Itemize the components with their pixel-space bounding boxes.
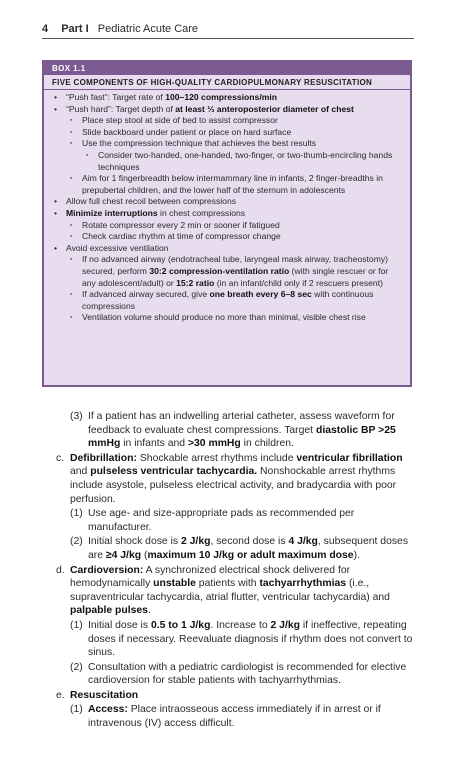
list-marker: e. [56, 689, 65, 701]
body-paragraph [50, 619, 414, 660]
box-bullet-item: ▪ Aim for 1 fingerbreadth below intermammary line in infants, 2 finger-breadths in prepubertal children, and the lower half of the sternum in adolescents [44, 173, 404, 196]
paragraph-text: Access: Place intraosseous access immediately if in arrest or if intravenous (IV) access difficult. [88, 704, 381, 730]
body-paragraph [50, 410, 414, 451]
paragraph-text: Resuscitation [70, 689, 139, 701]
box-title: FIVE COMPONENTS OF HIGH-QUALITY CARDIOPULMONARY RESUSCITATION [44, 75, 410, 90]
box-bullet-item: ▪ Ventilation volume should produce no more than minimal, visible chest rise [44, 312, 404, 324]
list-marker: (1) [70, 619, 83, 631]
box-bullet-item: • Minimize interruptions in chest compressions [44, 208, 404, 220]
box-label: BOX 1.1 [44, 62, 410, 75]
box-bullet-item: ▪ Use the compression technique that achieves the best results [44, 138, 404, 150]
section-title: Pediatric Acute Care [97, 23, 199, 35]
body-paragraph [50, 661, 414, 688]
paragraph-text: Use age- and size-appropriate pads as recommended per manufacturer. [88, 508, 355, 533]
list-marker: (1) [70, 508, 83, 520]
box-bullet-item: • Avoid excessive ventilation [44, 243, 404, 255]
info-box [42, 60, 412, 387]
paragraph-text: Initial shock dose is 2 J/kg, second dose is 4 J/kg, subsequent doses are ≥4 J/kg (maximum 10 J/kg or adult maximum dose). [88, 536, 409, 561]
part-label: Part I [61, 23, 89, 35]
list-marker: c. [56, 452, 65, 464]
paragraph-text: Cardioversion: A synchronized electrical shock delivered for hemodynamically unstable patients with tachyarrhythmias (i.e., supraventricular tachycardia, atrial flutter, ventricular tachycardia) and palpable pulses. [70, 564, 390, 617]
paragraph-text: If a patient has an indwelling arterial catheter, assess waveform for feedback to evaluate chest compressions. Target diastolic BP >25 mmHg in infants and >30 mmHg in children. [88, 411, 396, 450]
box-bullet-item: ▪ Slide backboard under patient or place on hard surface [44, 127, 404, 139]
box-bullet-item: • “Push fast”: Target rate of 100–120 compressions/min [44, 92, 404, 104]
box-bullet-item: ▪ If advanced airway secured, give one breath every 6–8 sec with continuous compressions [44, 289, 404, 312]
list-marker: (1) [70, 704, 83, 716]
body-paragraph [50, 535, 414, 562]
paragraph-text: Defibrillation: Shockable arrest rhythms include ventricular fibrillation and pulseless ventricular tachycardia. Nonshockable arrest rhythms include asystole, pulseless electrical activity, and bradycardia with poor perfusion. [70, 452, 403, 505]
list-marker: (2) [70, 536, 83, 548]
body-text [50, 410, 414, 732]
body-paragraph [50, 452, 414, 506]
body-paragraph [50, 564, 414, 618]
page-header [42, 22, 414, 39]
list-marker: d. [56, 564, 65, 576]
list-marker: (3) [70, 411, 83, 422]
box-bullet-item: ▪ Rotate compressor every 2 min or sooner if fatigued [44, 220, 404, 232]
paragraph-text: Initial dose is 0.5 to 1 J/kg. Increase to 2 J/kg if ineffective, repeating doses if necessary. Reevaluate diagnosis if rhythm does not convert to sinus. [88, 619, 413, 659]
box-bullet-item: ▪ Consider two-handed, one-handed, two-finger, or two-thumb-encircling hands techniques [44, 150, 404, 173]
box-bullet-item: • “Push hard”: Target depth of at least ⅓ anteroposterior diameter of chest [44, 104, 404, 116]
paragraph-text: Consultation with a pediatric cardiologist is recommended for elective cardioversion for stable patients with tachyarrhythmias. [88, 661, 407, 687]
box-bullet-item: ▪ Check cardiac rhythm at time of compressor change [44, 231, 404, 243]
page-number: 4 [42, 23, 49, 35]
list-marker: (2) [70, 661, 83, 673]
box-list [44, 90, 410, 324]
box-bullet-item: ▪ Place step stool at side of bed to assist compressor [44, 115, 404, 127]
body-paragraph [50, 507, 414, 534]
box-bullet-item: ▪ If no advanced airway (endotracheal tube, laryngeal mask airway, tracheostomy) secured, perform 30:2 compression-ventilation ratio (with single rescuer or for any adolescent/adult) or 15:2 ratio (in an infant/child only if 2 rescuers present) [44, 254, 404, 289]
box-bullet-item: • Allow full chest recoil between compressions [44, 196, 404, 208]
body-paragraph [50, 689, 414, 703]
body-paragraph [50, 703, 414, 730]
